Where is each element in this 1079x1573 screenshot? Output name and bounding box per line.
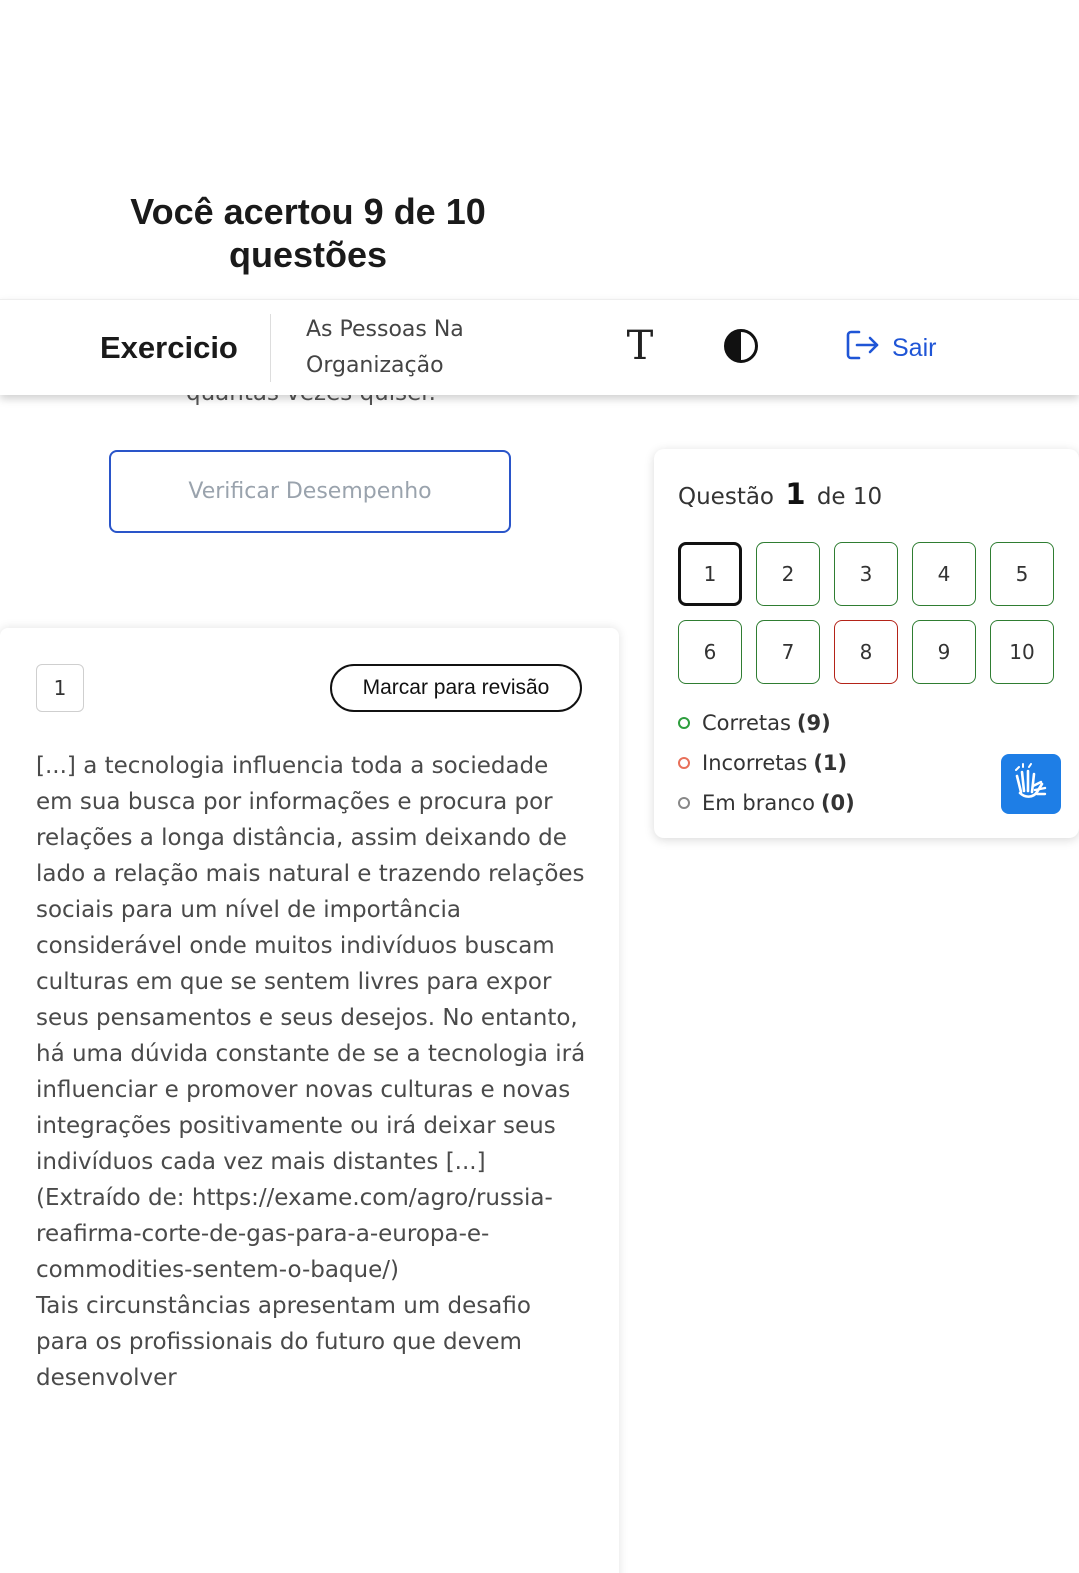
legend-wrong-label: Incorretas <box>702 751 808 775</box>
question-box[interactable]: 7 <box>756 620 820 684</box>
legend-correct-count: (9) <box>796 711 831 735</box>
logout-icon <box>846 329 880 368</box>
question-text: [...] a tecnologia influencia toda a sociedade em sua busca por informações e procura por relações a longa distância, assim deixando de lado a relação mais natural e trazendo relações sociais para um nível de importância considerável onde muitos indivíduos buscam culturas em que se sentem livres para expor seus pensamentos e seus desejos. No entanto, há uma dúvida constante de se a tecnologia irá influenciar e promover novas culturas e novas integrações positivamente ou irá deixar seus indivíduos cada vez mais distantes [...] (Extraído de: https://exame.com/agro/russia-reafirma-corte-de-gas-para-a-europa-e-commodities-sentem-o-baque/) Tais circunstâncias apresentam um desafio para os profissionais do futuro que devem desenvolver <box>36 753 586 1391</box>
divider <box>270 314 271 382</box>
font-size-icon[interactable]: T <box>626 323 654 369</box>
result-title: Você acertou 9 de 10 questões <box>130 191 486 275</box>
question-box[interactable]: 8 <box>834 620 898 684</box>
question-card <box>0 628 619 1573</box>
navigator-prefix: Questão <box>678 484 774 510</box>
question-box[interactable]: 5 <box>990 542 1054 606</box>
question-number: 1 <box>36 664 84 712</box>
navigator-current: 1 <box>785 477 806 511</box>
legend-wrong-count: (1) <box>813 751 848 775</box>
app-title: Exercicio <box>100 330 238 365</box>
contrast-icon[interactable] <box>723 328 759 364</box>
sign-language-icon <box>1011 762 1051 806</box>
wrong-dot-icon <box>678 757 690 769</box>
blank-dot-icon <box>678 797 690 809</box>
question-box[interactable]: 9 <box>912 620 976 684</box>
question-box[interactable]: 1 <box>678 542 742 606</box>
top-bar <box>0 299 1079 395</box>
question-box[interactable]: 3 <box>834 542 898 606</box>
exit-button[interactable] <box>846 330 936 366</box>
sign-language-button[interactable] <box>1001 754 1061 814</box>
legend-wrong <box>678 743 855 783</box>
legend-correct <box>678 703 855 743</box>
legend <box>678 703 855 823</box>
navigator-suffix: de 10 <box>816 484 883 510</box>
mark-for-review-button[interactable]: Marcar para revisão <box>330 664 582 712</box>
navigator-title <box>678 477 882 511</box>
legend-blank-label: Em branco <box>702 791 815 815</box>
legend-blank-count: (0) <box>820 791 855 815</box>
question-grid <box>678 542 1054 684</box>
question-box[interactable]: 4 <box>912 542 976 606</box>
question-box[interactable]: 2 <box>756 542 820 606</box>
legend-blank <box>678 783 855 823</box>
question-box[interactable]: 6 <box>678 620 742 684</box>
verify-performance-button[interactable]: Verificar Desempenho <box>109 450 511 533</box>
correct-dot-icon <box>678 717 690 729</box>
legend-correct-label: Corretas <box>702 711 791 735</box>
exit-label: Sair <box>892 333 937 362</box>
question-box[interactable]: 10 <box>990 620 1054 684</box>
subject-title: As Pessoas Na Organização <box>306 317 464 378</box>
